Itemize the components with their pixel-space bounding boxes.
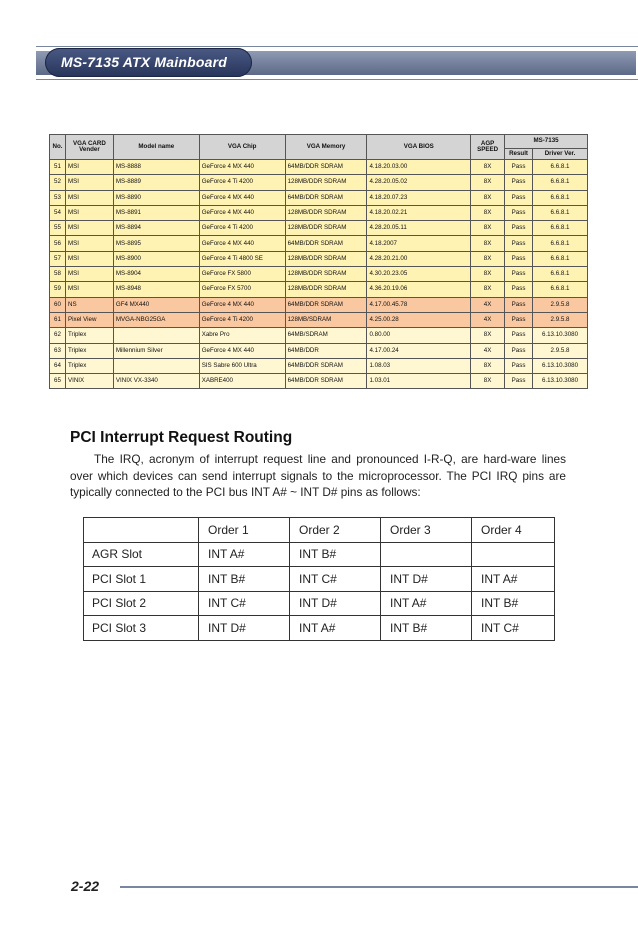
cell-result: Pass xyxy=(505,205,533,220)
cell-chip: GeForce FX 5800 xyxy=(199,267,285,282)
cell-no: 64 xyxy=(50,358,66,373)
table-row xyxy=(50,312,588,327)
irq-pin-cell: INT B# xyxy=(290,542,381,567)
cell-no: 62 xyxy=(50,328,66,343)
cell-driver: 6.6.8.1 xyxy=(533,175,588,190)
cell-chip: GeForce 4 Ti 4800 SE xyxy=(199,251,285,266)
cell-agp: 8X xyxy=(471,236,505,251)
cell-result: Pass xyxy=(505,251,533,266)
cell-memory: 64MB/DDR SDRAM xyxy=(285,160,367,175)
irq-header-cell: Order 2 xyxy=(290,518,381,543)
cell-memory: 64MB/DDR SDRAM xyxy=(285,358,367,373)
cell-no: 58 xyxy=(50,267,66,282)
cell-agp: 8X xyxy=(471,267,505,282)
table-row xyxy=(50,297,588,312)
col-header-bios: VGA BIOS xyxy=(367,135,471,160)
cell-agp: 8X xyxy=(471,358,505,373)
irq-pin-cell: INT A# xyxy=(381,591,472,616)
table-row xyxy=(50,251,588,266)
cell-result: Pass xyxy=(505,236,533,251)
cell-memory: 128MB/DDR SDRAM xyxy=(285,251,367,266)
cell-agp: 8X xyxy=(471,328,505,343)
cell-agp: 8X xyxy=(471,205,505,220)
table-row xyxy=(50,267,588,282)
cell-vendor: MSI xyxy=(65,221,113,236)
cell-bios: 4.28.20.21.00 xyxy=(367,251,471,266)
cell-model: MS-8894 xyxy=(113,221,199,236)
irq-pin-cell xyxy=(381,542,472,567)
cell-memory: 128MB/DDR SDRAM xyxy=(285,221,367,236)
cell-no: 55 xyxy=(50,221,66,236)
cell-agp: 8X xyxy=(471,282,505,297)
irq-row xyxy=(84,542,555,567)
cell-result: Pass xyxy=(505,343,533,358)
cell-agp: 8X xyxy=(471,221,505,236)
irq-row xyxy=(84,616,555,641)
irq-header-cell: Order 3 xyxy=(381,518,472,543)
cell-chip: GeForce 4 MX 440 xyxy=(199,205,285,220)
irq-header-row xyxy=(84,518,555,543)
cell-result: Pass xyxy=(505,267,533,282)
irq-table-body xyxy=(84,518,555,641)
cell-bios: 1.03.01 xyxy=(367,374,471,389)
irq-pin-cell: INT D# xyxy=(290,591,381,616)
cell-chip: GeForce 4 MX 440 xyxy=(199,190,285,205)
col-header-group: MS-7135 xyxy=(505,135,588,149)
footer-rule xyxy=(120,886,638,888)
cell-no: 63 xyxy=(50,343,66,358)
cell-no: 53 xyxy=(50,190,66,205)
cell-agp: 8X xyxy=(471,175,505,190)
cell-driver: 6.6.8.1 xyxy=(533,267,588,282)
cell-driver: 6.6.8.1 xyxy=(533,190,588,205)
irq-pin-cell: INT A# xyxy=(199,542,290,567)
section-body-text: The IRQ, acronym of interrupt request line and pronounced I-R-Q, are hard-ware lines over which devices can send interrupt signals to the microprocessor. The PCI IRQ pins are typically connected to the PCI bus INT A# ~ INT D# pins as follows: xyxy=(70,452,566,499)
cell-vendor: Triplex xyxy=(65,343,113,358)
cell-driver: 6.6.8.1 xyxy=(533,236,588,251)
cell-bios: 4.18.20.02.21 xyxy=(367,205,471,220)
cell-agp: 8X xyxy=(471,374,505,389)
irq-pin-cell: INT C# xyxy=(199,591,290,616)
cell-memory: 64MB/DDR xyxy=(285,343,367,358)
cell-result: Pass xyxy=(505,282,533,297)
cell-vendor: VINIX xyxy=(65,374,113,389)
cell-result: Pass xyxy=(505,190,533,205)
irq-header-cell: Order 4 xyxy=(472,518,555,543)
cell-chip: GeForce FX 5700 xyxy=(199,282,285,297)
cell-driver: 2.9.5.8 xyxy=(533,312,588,327)
cell-chip: GeForce 4 MX 440 xyxy=(199,160,285,175)
cell-result: Pass xyxy=(505,297,533,312)
col-header-result: Result xyxy=(505,149,533,160)
cell-memory: 64MB/SDRAM xyxy=(285,328,367,343)
cell-model: MS-8904 xyxy=(113,267,199,282)
vga-table-body xyxy=(50,160,588,389)
cell-result: Pass xyxy=(505,328,533,343)
cell-model: MS-8890 xyxy=(113,190,199,205)
irq-pin-cell: INT C# xyxy=(472,616,555,641)
cell-chip: GeForce 4 Ti 4200 xyxy=(199,312,285,327)
cell-memory: 128MB/DDR SDRAM xyxy=(285,267,367,282)
cell-no: 52 xyxy=(50,175,66,190)
cell-chip: GeForce 4 MX 440 xyxy=(199,297,285,312)
table-row xyxy=(50,343,588,358)
irq-slot-label: PCI Slot 3 xyxy=(84,616,199,641)
irq-row xyxy=(84,567,555,592)
col-header-driver: Driver Ver. xyxy=(533,149,588,160)
cell-bios: 4.17.00.45.78 xyxy=(367,297,471,312)
col-header-model: Model name xyxy=(113,135,199,160)
section-body xyxy=(70,451,566,501)
cell-driver: 6.13.10.3080 xyxy=(533,374,588,389)
irq-pin-cell xyxy=(472,542,555,567)
irq-routing-table xyxy=(83,517,555,641)
irq-pin-cell: INT B# xyxy=(472,591,555,616)
cell-agp: 4X xyxy=(471,343,505,358)
cell-model: MS-8900 xyxy=(113,251,199,266)
cell-result: Pass xyxy=(505,312,533,327)
cell-no: 65 xyxy=(50,374,66,389)
cell-vendor: MSI xyxy=(65,236,113,251)
cell-driver: 6.13.10.3080 xyxy=(533,358,588,373)
cell-memory: 128MB/SDRAM xyxy=(285,312,367,327)
cell-model: VINIX VX-3340 xyxy=(113,374,199,389)
cell-result: Pass xyxy=(505,221,533,236)
irq-header-cell: Order 1 xyxy=(199,518,290,543)
cell-vendor: Triplex xyxy=(65,328,113,343)
cell-model: MS-8948 xyxy=(113,282,199,297)
cell-memory: 64MB/DDR SDRAM xyxy=(285,374,367,389)
table-row xyxy=(50,282,588,297)
col-header-memory: VGA Memory xyxy=(285,135,367,160)
cell-bios: 4.25.00.28 xyxy=(367,312,471,327)
irq-header-cell xyxy=(84,518,199,543)
cell-bios: 4.18.20.07.23 xyxy=(367,190,471,205)
cell-vendor: MSI xyxy=(65,190,113,205)
cell-vendor: MSI xyxy=(65,282,113,297)
cell-driver: 6.6.8.1 xyxy=(533,251,588,266)
irq-pin-cell: INT A# xyxy=(472,567,555,592)
cell-driver: 2.9.5.8 xyxy=(533,343,588,358)
cell-result: Pass xyxy=(505,175,533,190)
cell-driver: 2.9.5.8 xyxy=(533,297,588,312)
header-rule-bottom xyxy=(36,79,638,80)
cell-agp: 4X xyxy=(471,297,505,312)
cell-memory: 64MB/DDR SDRAM xyxy=(285,236,367,251)
cell-bios: 4.28.20.05.11 xyxy=(367,221,471,236)
cell-model xyxy=(113,328,199,343)
cell-bios: 0.80.00 xyxy=(367,328,471,343)
cell-no: 61 xyxy=(50,312,66,327)
cell-memory: 64MB/DDR SDRAM xyxy=(285,190,367,205)
cell-chip: GeForce 4 Ti 4200 xyxy=(199,221,285,236)
vga-compat-table xyxy=(49,134,588,389)
cell-no: 60 xyxy=(50,297,66,312)
table-row xyxy=(50,374,588,389)
cell-bios: 4.18.20.03.00 xyxy=(367,160,471,175)
cell-bios: 4.18.2007 xyxy=(367,236,471,251)
col-header-chip: VGA Chip xyxy=(199,135,285,160)
cell-driver: 6.6.8.1 xyxy=(533,205,588,220)
cell-memory: 64MB/DDR SDRAM xyxy=(285,297,367,312)
cell-memory: 128MB/DDR SDRAM xyxy=(285,205,367,220)
irq-pin-cell: INT D# xyxy=(381,567,472,592)
cell-result: Pass xyxy=(505,160,533,175)
cell-agp: 8X xyxy=(471,160,505,175)
cell-no: 51 xyxy=(50,160,66,175)
table-row xyxy=(50,190,588,205)
table-row xyxy=(50,221,588,236)
cell-bios: 1.08.03 xyxy=(367,358,471,373)
irq-pin-cell: INT B# xyxy=(381,616,472,641)
cell-vendor: Triplex xyxy=(65,358,113,373)
cell-chip: Xabre Pro xyxy=(199,328,285,343)
cell-vendor: NS xyxy=(65,297,113,312)
page-number: 2-22 xyxy=(71,878,100,894)
table-row xyxy=(50,205,588,220)
irq-pin-cell: INT D# xyxy=(199,616,290,641)
cell-driver: 6.13.10.3080 xyxy=(533,328,588,343)
cell-no: 56 xyxy=(50,236,66,251)
cell-vendor: MSI xyxy=(65,160,113,175)
irq-row xyxy=(84,591,555,616)
cell-vendor: MSI xyxy=(65,205,113,220)
cell-bios: 4.17.00.24 xyxy=(367,343,471,358)
cell-model: MS-8891 xyxy=(113,205,199,220)
col-header-no: No. xyxy=(50,135,66,160)
cell-agp: 4X xyxy=(471,312,505,327)
cell-result: Pass xyxy=(505,374,533,389)
cell-bios: 4.36.20.19.06 xyxy=(367,282,471,297)
table-row xyxy=(50,160,588,175)
cell-result: Pass xyxy=(505,358,533,373)
cell-no: 54 xyxy=(50,205,66,220)
cell-chip: GeForce 4 MX 440 xyxy=(199,236,285,251)
cell-chip: GeForce 4 Ti 4200 xyxy=(199,175,285,190)
cell-model xyxy=(113,358,199,373)
cell-vendor: MSI xyxy=(65,175,113,190)
col-header-agp: AGP SPEED xyxy=(471,135,505,160)
table-row xyxy=(50,175,588,190)
irq-pin-cell: INT C# xyxy=(290,567,381,592)
cell-vendor: Pixel View xyxy=(65,312,113,327)
cell-memory: 128MB/DDR SDRAM xyxy=(285,175,367,190)
cell-bios: 4.28.20.05.02 xyxy=(367,175,471,190)
irq-slot-label: AGR Slot xyxy=(84,542,199,567)
col-header-vendor: VGA CARD Vender xyxy=(65,135,113,160)
cell-agp: 8X xyxy=(471,190,505,205)
cell-model: MS-8888 xyxy=(113,160,199,175)
irq-pin-cell: INT B# xyxy=(199,567,290,592)
cell-model: GF4 MX440 xyxy=(113,297,199,312)
cell-driver: 6.6.8.1 xyxy=(533,221,588,236)
table-row xyxy=(50,358,588,373)
cell-chip: SIS Sabre 600 Ultra xyxy=(199,358,285,373)
cell-vendor: MSI xyxy=(65,251,113,266)
section-title: PCI Interrupt Request Routing xyxy=(70,429,293,446)
table-row xyxy=(50,328,588,343)
irq-slot-label: PCI Slot 2 xyxy=(84,591,199,616)
cell-bios: 4.30.20.23.05 xyxy=(367,267,471,282)
cell-driver: 6.6.8.1 xyxy=(533,160,588,175)
cell-memory: 128MB/DDR SDRAM xyxy=(285,282,367,297)
cell-no: 59 xyxy=(50,282,66,297)
cell-vendor: MSI xyxy=(65,267,113,282)
cell-model: MS-8895 xyxy=(113,236,199,251)
irq-pin-cell: INT A# xyxy=(290,616,381,641)
header-rule-top xyxy=(36,46,638,47)
cell-agp: 8X xyxy=(471,251,505,266)
table-row xyxy=(50,236,588,251)
cell-model: Millennium Silver xyxy=(113,343,199,358)
cell-driver: 6.6.8.1 xyxy=(533,282,588,297)
irq-slot-label: PCI Slot 1 xyxy=(84,567,199,592)
cell-model: MVGA-NBG25GA xyxy=(113,312,199,327)
cell-chip: XABRE400 xyxy=(199,374,285,389)
cell-no: 57 xyxy=(50,251,66,266)
cell-model: MS-8889 xyxy=(113,175,199,190)
cell-chip: GeForce 4 MX 440 xyxy=(199,343,285,358)
page-title: MS-7135 ATX Mainboard xyxy=(61,54,228,70)
